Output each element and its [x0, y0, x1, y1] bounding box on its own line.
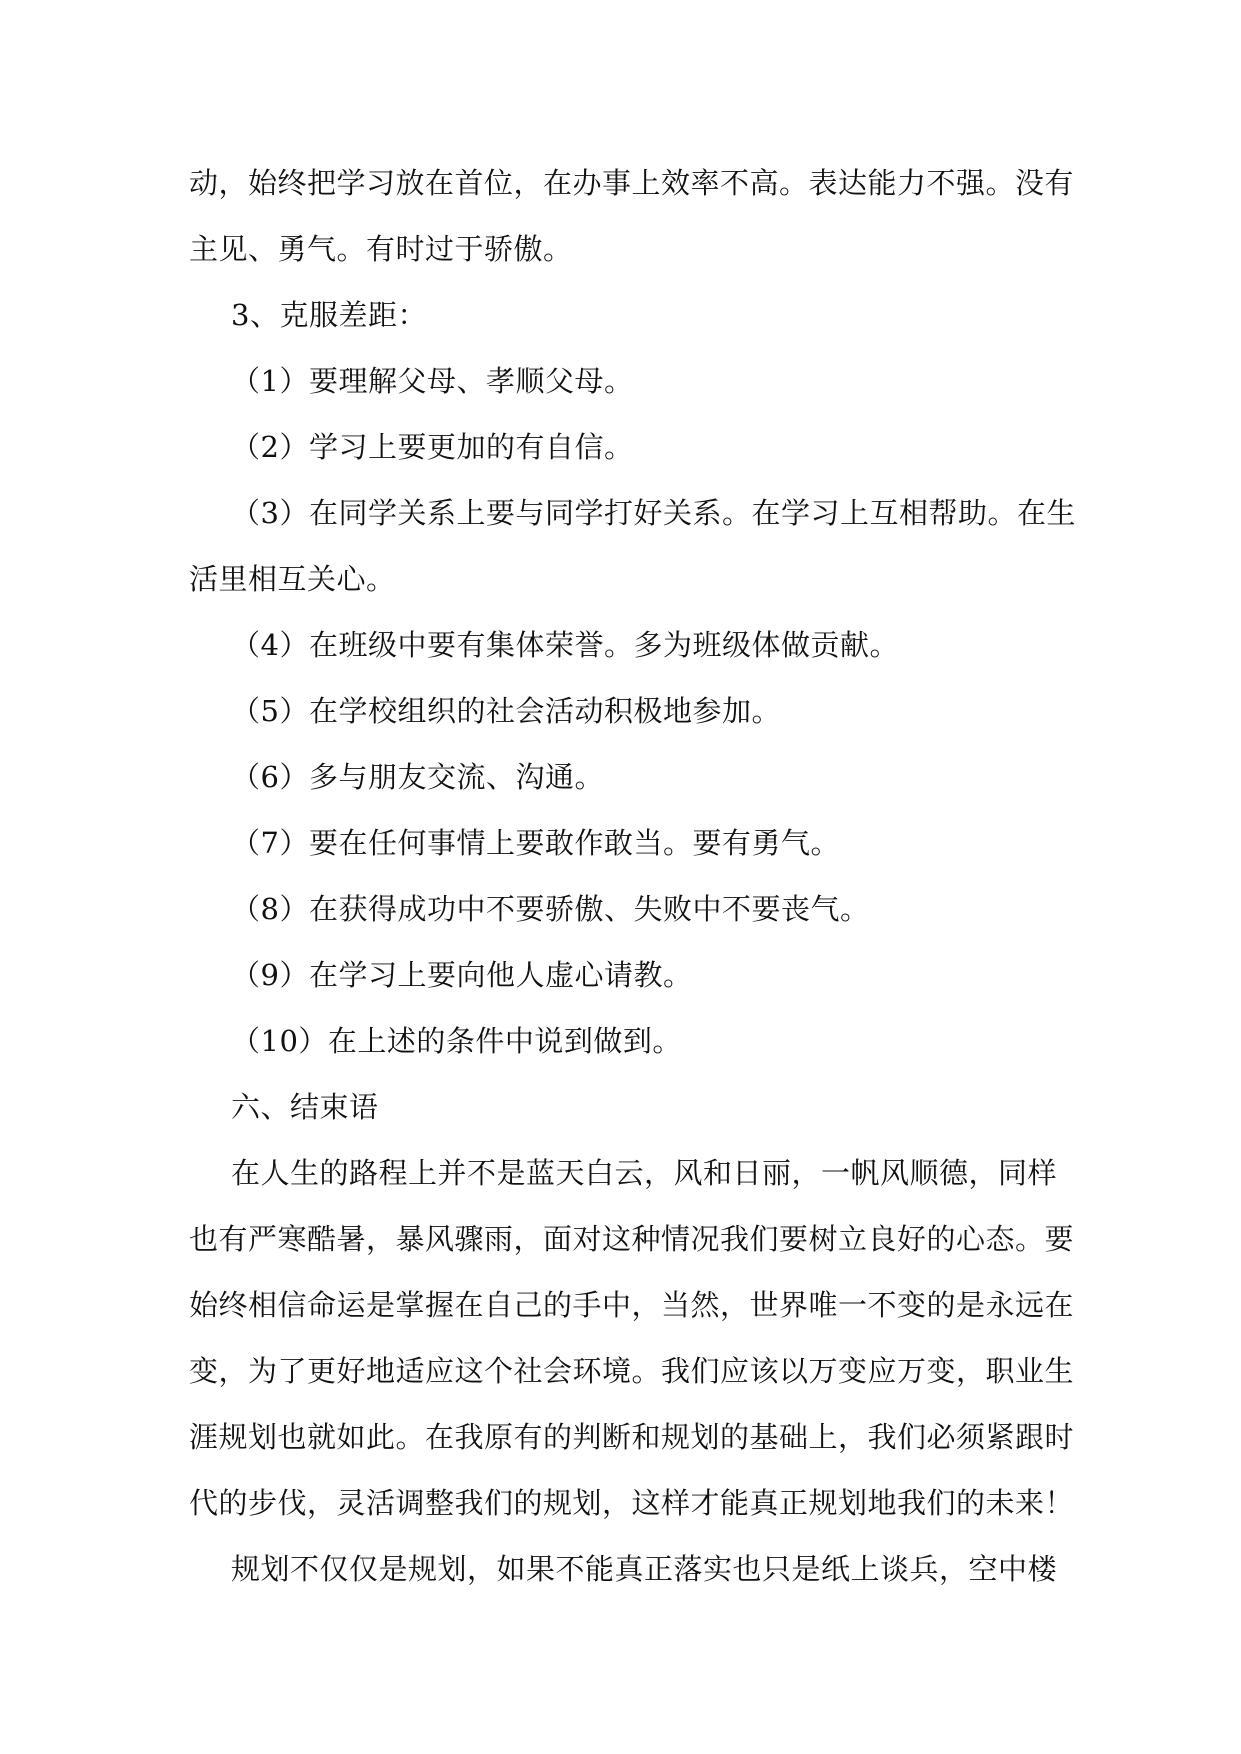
paragraph-line: 代的步伐，灵活调整我们的规划，这样才能真正规划地我们的未来！ — [189, 1486, 1075, 1520]
paragraph-line: 变，为了更好地适应这个社会环境。我们应该以万变应万变，职业生 — [189, 1354, 1075, 1388]
list-item: （3）在同学关系上要与同学打好关系。在学习上互相帮助。在生 — [231, 496, 1076, 530]
document-body — [189, 150, 1076, 1602]
list-item: （5）在学校组织的社会活动积极地参加。 — [231, 694, 781, 728]
list-item: （1）要理解父母、孝顺父母。 — [231, 364, 634, 398]
list-item: （4）在班级中要有集体荣誉。多为班级体做贡献。 — [231, 628, 899, 662]
list-item-continuation: 活里相互关心。 — [189, 562, 396, 596]
section-heading: 3、克服差距： — [231, 298, 427, 332]
list-item: （2）学习上要更加的有自信。 — [231, 430, 634, 464]
paragraph-line: 也有严寒酷暑，暴风骤雨，面对这种情况我们要树立良好的心态。要 — [189, 1222, 1075, 1256]
list-item: （7）要在任何事情上要敢作敢当。要有勇气。 — [231, 826, 840, 860]
list-item: （10）在上述的条件中说到做到。 — [231, 1024, 682, 1058]
list-item: （9）在学习上要向他人虚心请教。 — [231, 958, 693, 992]
list-item: （6）多与朋友交流、沟通。 — [231, 760, 604, 794]
paragraph-line: 涯规划也就如此。在我原有的判断和规划的基础上，我们必须紧跟时 — [189, 1420, 1075, 1454]
paragraph-line: 始终相信命运是掌握在自己的手中，当然，世界唯一不变的是永远在 — [189, 1288, 1075, 1322]
paragraph-line: 规划不仅仅是规划，如果不能真正落实也只是纸上谈兵，空中楼 — [231, 1552, 1058, 1586]
paragraph-line: 在人生的路程上并不是蓝天白云，风和日丽，一帆风顺德，同样 — [231, 1156, 1058, 1190]
paragraph-line: 动，始终把学习放在首位，在办事上效率不高。表达能力不强。没有 — [189, 166, 1075, 200]
list-item: （8）在获得成功中不要骄傲、失败中不要丧气。 — [231, 892, 870, 926]
section-heading: 六、结束语 — [231, 1090, 379, 1124]
paragraph-line: 主见、勇气。有时过于骄傲。 — [189, 232, 573, 266]
